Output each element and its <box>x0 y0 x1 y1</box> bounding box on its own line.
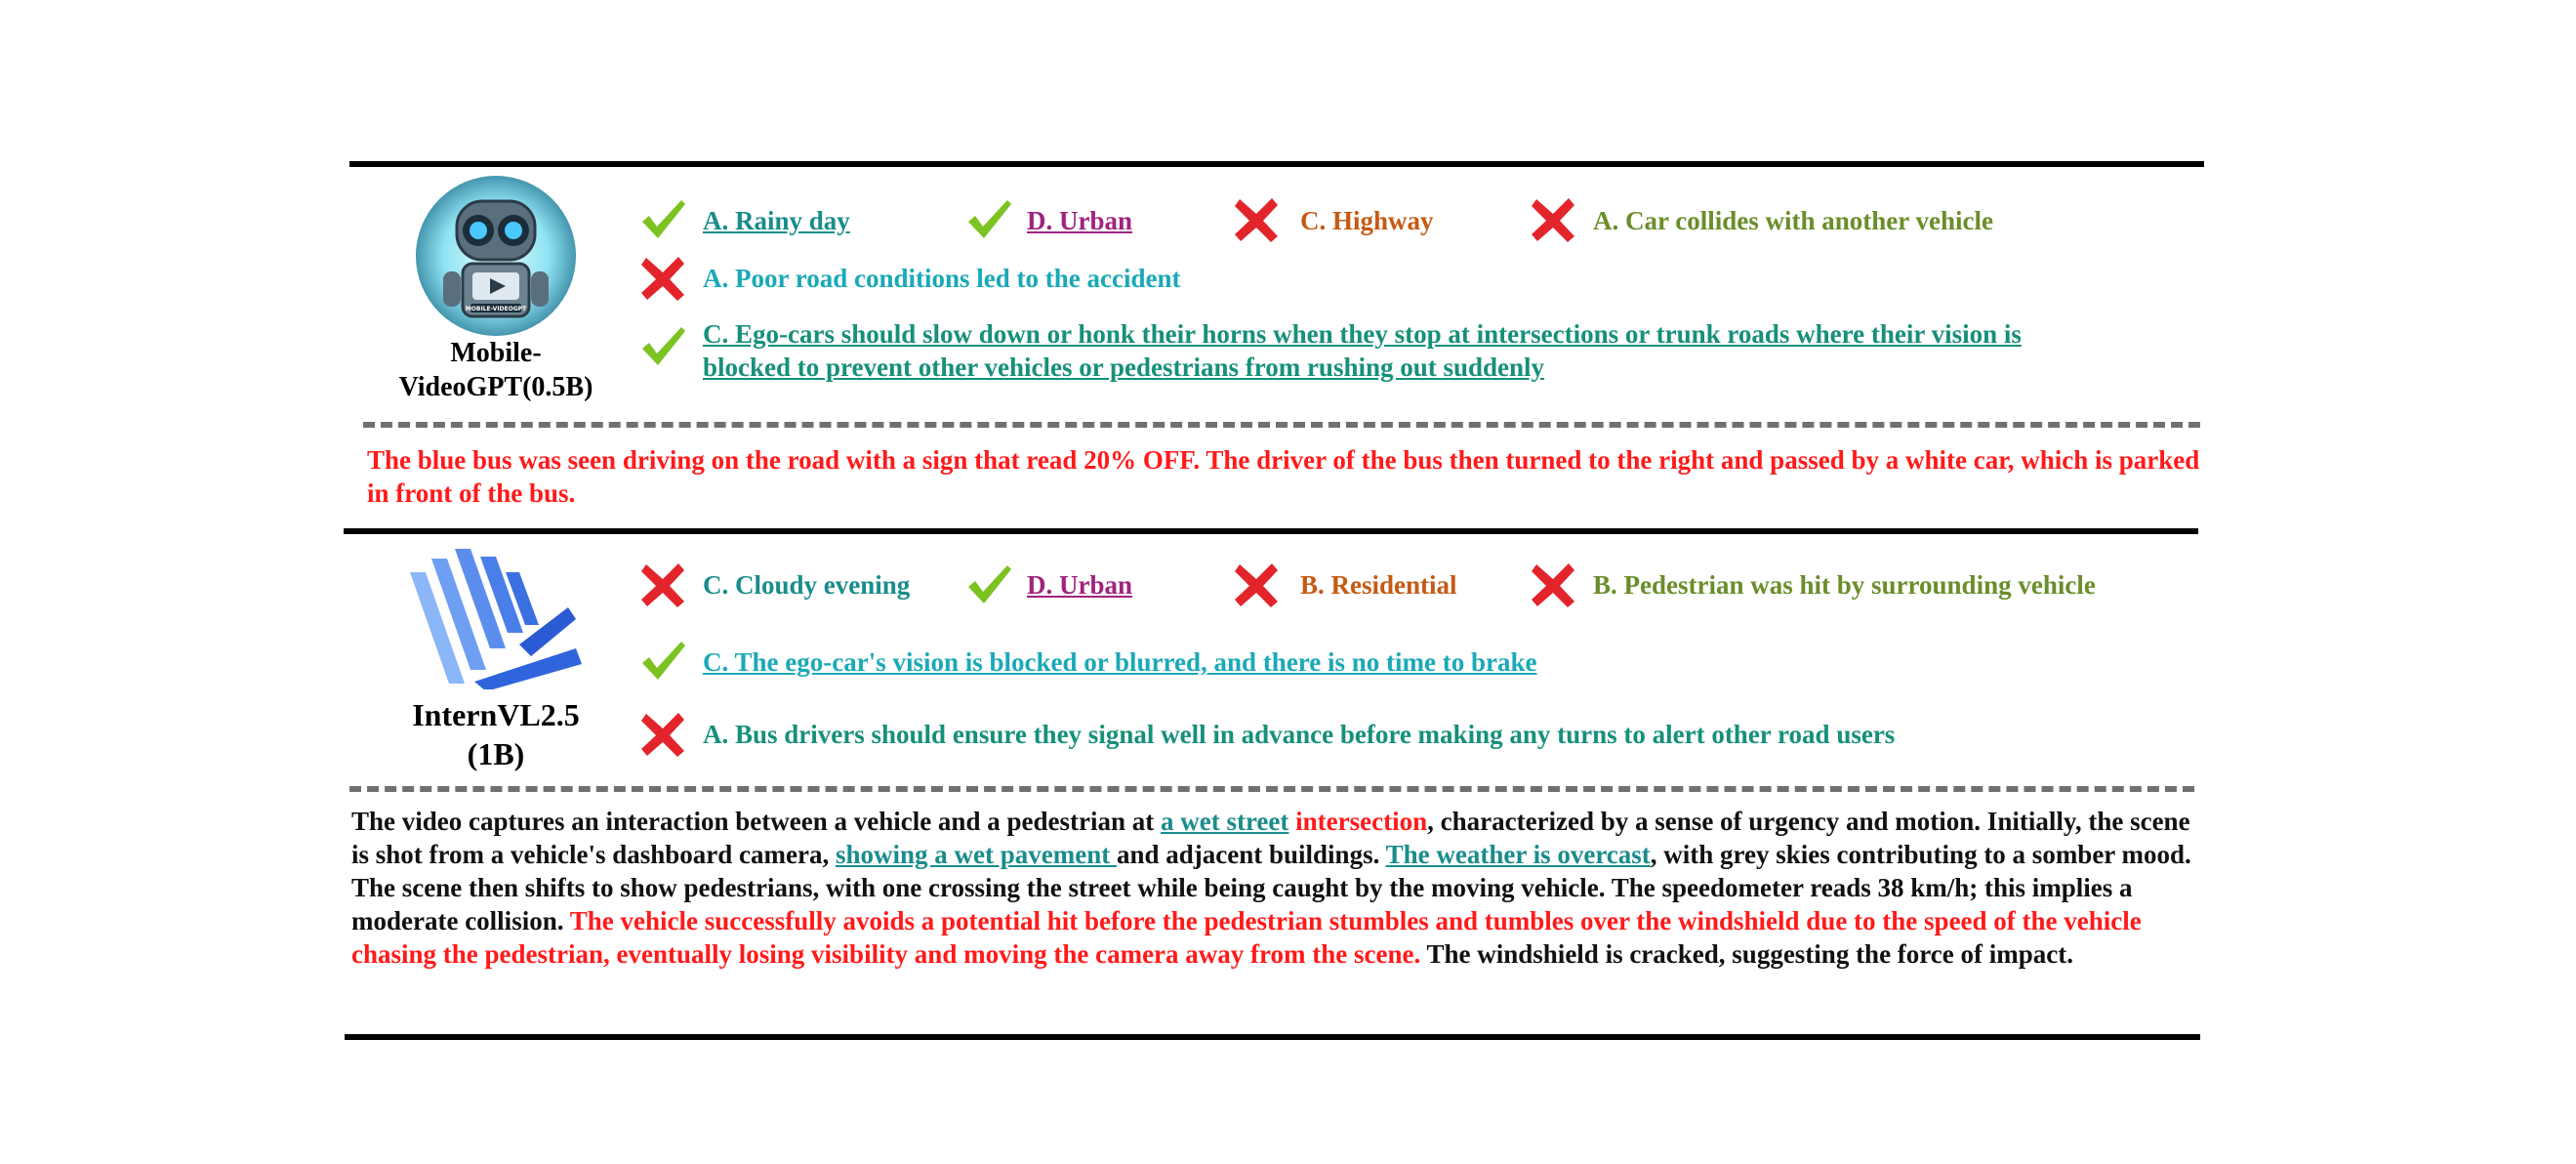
model2-logo <box>404 543 588 689</box>
check-icon <box>638 637 687 686</box>
model1-answer-3: C. Highway <box>1300 206 1434 235</box>
model1-logo <box>414 174 578 338</box>
model2-answer-3: B. Residential <box>1300 570 1457 600</box>
desc-highlight-wet-street: a wet street <box>1160 807 1289 836</box>
separator-dashed-2 <box>349 786 2194 792</box>
model2-name-line1: InternVL2.5 <box>412 697 580 732</box>
check-icon <box>964 561 1013 609</box>
bottom-rule <box>345 1034 2200 1040</box>
cross-icon <box>1529 561 1577 609</box>
svg-text:MOBILE-VIDEOGPT: MOBILE-VIDEOGPT <box>465 306 527 312</box>
model1-answer-1: A. Rainy day <box>703 206 850 235</box>
desc-error-hallucination: The vehicle successfully avoids a potential hit before the pedestrian stumbles and tumbles over the windshield due to the speed of the vehicle chasing the pedestrian, eventually losing visibility and moving the camera away from the scene. <box>351 906 2142 969</box>
check-icon <box>638 195 687 244</box>
desc-highlight-wet-pavement: showing a wet pavement <box>835 840 1117 869</box>
check-icon <box>638 322 687 371</box>
model2-name-line2: (1B) <box>467 736 525 771</box>
model2-answer-2: D. Urban <box>1027 570 1133 600</box>
model2-answer-5: C. The ego-car's vision is blocked or blurred, and there is no time to brake <box>703 647 1537 677</box>
desc-text-1: The video captures an interaction between a vehicle and a pedestrian at <box>351 807 1161 836</box>
cross-icon <box>1529 195 1577 244</box>
desc-text-3: , characterized by a sense of urgency and motion. Initially, the scene is shot from a vehicle's dashboard camera, <box>351 807 2190 869</box>
cross-icon <box>638 254 687 303</box>
model1-name <box>379 336 613 404</box>
model2-answer-1: C. Cloudy evening <box>703 570 911 600</box>
cross-icon <box>1232 561 1281 609</box>
desc-text-5: , with grey skies contributing to a somber mood. The scene then shifts to show pedestrians, with one crossing the street while being caught by the moving vehicle. The speedometer reads 38 km/h; this implies a moderate collision. <box>351 840 2191 935</box>
desc-text-4: and adjacent buildings. <box>1116 840 1386 869</box>
middle-rule <box>344 528 2198 534</box>
model1-answer-6: C. Ego-cars should slow down or honk their horns when they stop at intersections or trunk roads where their vision is blocked to prevent other vehicles or pedestrians from rushing out suddenly <box>703 319 2022 382</box>
model2-description <box>351 805 2206 971</box>
model1-answer-4: A. Car collides with another vehicle <box>1593 206 1993 235</box>
desc-error-intersection: intersection <box>1295 807 1428 836</box>
top-rule <box>349 161 2204 167</box>
check-icon <box>964 195 1013 244</box>
model1-answer-5: A. Poor road conditions led to the accident <box>703 264 1181 293</box>
desc-highlight-overcast: The weather is overcast <box>1385 840 1651 869</box>
model2-name <box>379 695 613 773</box>
model2-answer-6: A. Bus drivers should ensure they signal well in advance before making any turns to alert other road users <box>703 720 1896 749</box>
desc-text-6: The windshield is cracked, suggesting the force of impact. <box>1420 939 2073 969</box>
robot-logo-icon <box>414 174 578 338</box>
model1-name-line2: VideoGPT(0.5B) <box>398 372 593 402</box>
separator-dashed-1 <box>363 422 2200 428</box>
model1-description: The blue bus was seen driving on the road with a sign that read 20% OFF. The driver of the bus then turned to the right and passed by a white car, which is parked in front of the bus. <box>367 445 2200 508</box>
model1-name-line1: Mobile- <box>450 338 542 368</box>
cross-icon <box>1232 195 1281 244</box>
model1-answer-2: D. Urban <box>1027 206 1133 235</box>
cross-icon <box>638 561 687 609</box>
model2-answer-4: B. Pedestrian was hit by surrounding vehicle <box>1593 570 2096 600</box>
cross-icon <box>638 710 687 759</box>
internvl-logo-icon <box>404 543 588 689</box>
